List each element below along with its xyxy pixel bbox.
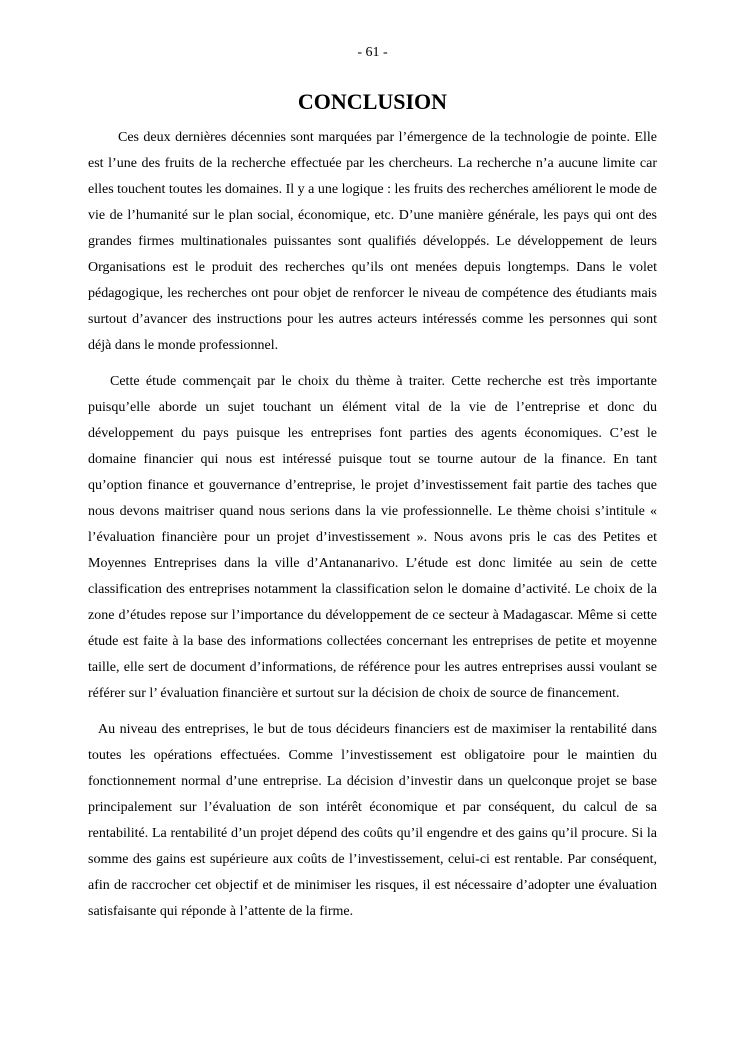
document-body	[88, 125, 657, 925]
paragraph-enterprises: Au niveau des entreprises, le but de tous décideurs financiers est de maximiser la rentabilité dans toutes les opérations effectuées. Comme l’investissement est obligatoire pour le maintien du fonctionnement normal d’une entreprise. La décision d’investir dans un quelconque projet se base principalement sur l’évaluation de son intérêt économique et par conséquent, du calcul de sa rentabilité. La rentabilité d’un projet dépend des coûts qu’il engendre et des gains qu’il procure. Si la somme des gains est supérieure aux coûts de l’investissement, celui-ci est rentable. Par conséquent, afin de raccrocher cet objectif et de minimiser les risques, il est nécessaire d’adopter une évaluation satisfaisante qui réponde à l’attente de la firme.	[88, 722, 657, 919]
page-number: - 61 -	[357, 45, 388, 60]
paragraph-intro: Ces deux dernières décennies sont marquées par l’émergence de la technologie de pointe. Elle est l’une des fruits de la recherche effectuée par les chercheurs. La recherche n’a aucune limite car elles touchent toutes les domaines. Il y a une logique : les fruits des recherches améliorent le mode de vie de l’humanité sur le plan social, économique, etc. D’une manière générale, les pays qui ont des grandes firmes multinationales puissantes sont qualifiés développés. Le développement de leurs Organisations est le produit des recherches qu’ils ont menées depuis longtemps. Dans le volet pédagogique, les recherches ont pour objet de renforcer le niveau de compétence des étudiants mais surtout d’avancer des instructions pour les autres acteurs intéressés comme les personnes qui sont déjà dans le monde professionnel.	[88, 130, 657, 353]
page-title: CONCLUSION	[297, 89, 448, 114]
paragraph-study: Cette étude commençait par le choix du thème à traiter. Cette recherche est très importante puisqu’elle aborde un sujet touchant un élément vital de la vie de l’entreprise et donc du développement du pays puisque les entreprises font parties des agents économiques. C’est le domaine financier qui nous est intéressé puisque tout se tourne autour de la finance. En tant qu’option finance et gouvernance d’entreprise, le projet d’investissement fait partie des taches que nous devons maitriser quand nous serions dans la vie professionnelle. Le thème choisi s’intitule « l’évaluation financière pour un projet d’investissement ». Nous avons pris le cas des Petites et Moyennes Entreprises dans la ville d’Antananarivo. L’étude est donc limitée au sein de cette classification des entreprises notamment la classification selon le domaine d’activité. Le choix de la zone d’études repose sur l’importance du développement de ce secteur à Madagascar. Même si cette étude est faite à la base des informations collectées concernant les entreprises de petite et moyenne taille, elle sert de document d’informations, de référence pour les autres entreprises aussi voulant se référer sur l’ évaluation financière et surtout sur la décision de choix de source de financement.	[88, 374, 657, 701]
